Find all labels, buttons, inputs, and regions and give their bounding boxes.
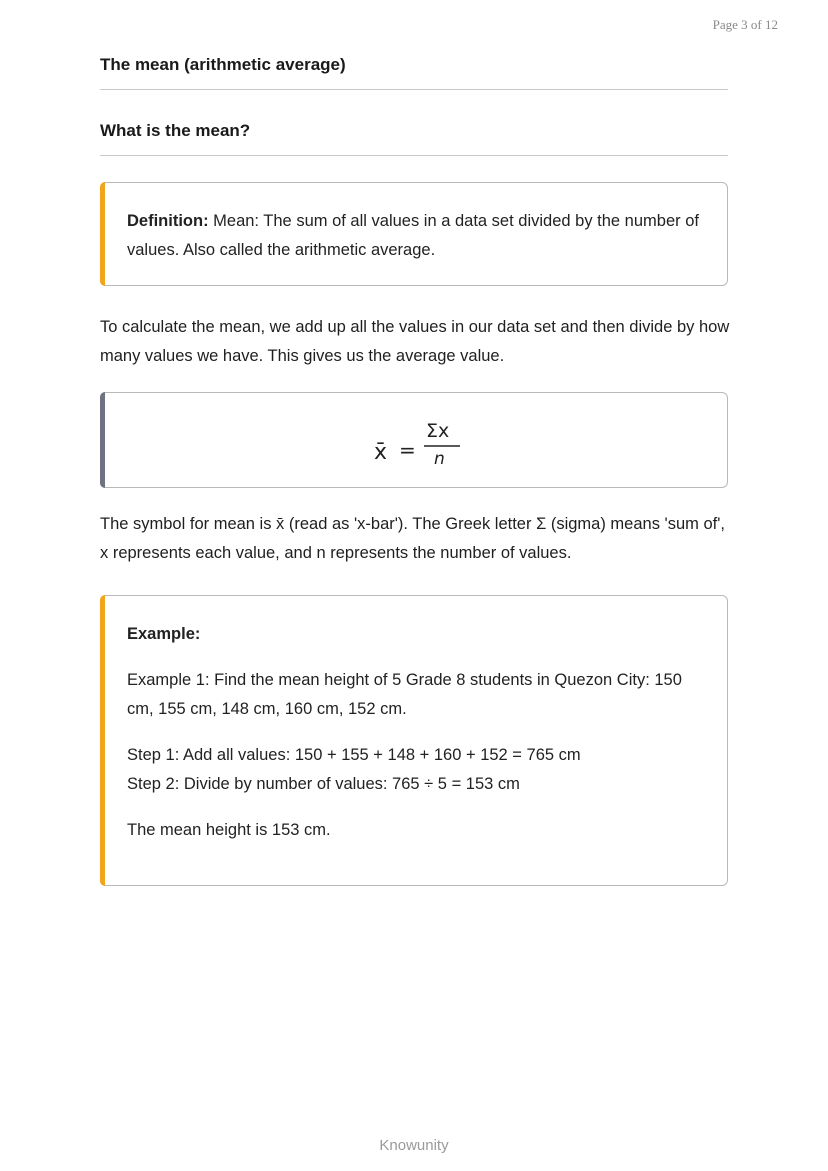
formula-denominator: n bbox=[434, 449, 445, 469]
mean-formula bbox=[369, 411, 469, 471]
definition-text bbox=[127, 207, 703, 265]
definition-box bbox=[100, 182, 728, 286]
definition-body: Mean: The sum of all values in a data set divided by the number of values. Also called the arithmetic average. bbox=[127, 212, 699, 259]
page-number: Page 3 of 12 bbox=[712, 17, 778, 32]
example-problem: Example 1: Find the mean height of 5 Grade 8 students in Quezon City: 150 cm, 155 cm, 148 cm, 160 cm, 152 cm. bbox=[127, 671, 682, 718]
section-heading: The mean (arithmetic average) bbox=[100, 55, 728, 90]
formula-numerator: Σx bbox=[426, 420, 450, 442]
example-box bbox=[100, 595, 728, 886]
symbol-paragraph: The symbol for mean is x̄ (read as 'x-bar'). The Greek letter Σ (sigma) means 'sum of', x represents each value, and n represents the number of values. bbox=[100, 515, 725, 562]
formula-box bbox=[100, 392, 728, 488]
definition-label: Definition: bbox=[127, 212, 209, 230]
example-step-1: Step 1: Add all values: 150 + 155 + 148 + 160 + 152 = 765 cm bbox=[127, 746, 581, 764]
example-step-2: Step 2: Divide by number of values: 765 ÷ 5 = 153 cm bbox=[127, 775, 520, 793]
footer-brand: Knowunity bbox=[379, 1137, 449, 1154]
example-title: Example: bbox=[127, 625, 201, 643]
subsection-heading: What is the mean? bbox=[100, 121, 728, 156]
intro-paragraph: To calculate the mean, we add up all the values in our data set and then divide by how many values we have. This gives us the average value. bbox=[100, 318, 730, 365]
example-conclusion: The mean height is 153 cm. bbox=[127, 821, 331, 839]
formula-equals: = bbox=[399, 438, 416, 462]
formula-lhs: x̄ bbox=[374, 440, 388, 465]
